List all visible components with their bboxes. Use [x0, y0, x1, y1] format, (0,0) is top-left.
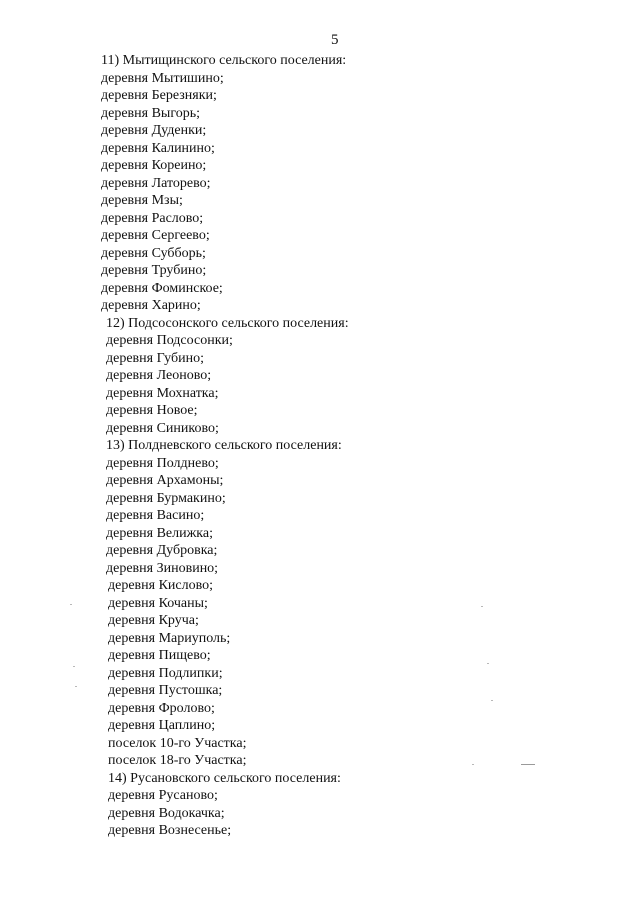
scan-speck	[73, 666, 75, 667]
scan-speck	[487, 663, 489, 664]
list-item: деревня Цаплино;	[108, 718, 216, 733]
list-item: деревня Раслово;	[101, 210, 204, 226]
scan-speck	[481, 606, 483, 607]
scan-speck	[70, 604, 72, 605]
list-item: деревня Водокачка;	[108, 805, 225, 821]
list-item: деревня Кислово;	[108, 578, 214, 593]
section-heading: 12) Подсосонского сельского поселения:	[106, 315, 349, 331]
list-item: деревня Зиновино;	[106, 560, 219, 576]
list-item: деревня Мытишино;	[101, 70, 224, 86]
list-item: деревня Кочаны;	[108, 595, 208, 611]
section-heading: 13) Полдневского сельского поселения:	[106, 438, 342, 453]
scan-speck	[491, 700, 493, 701]
list-item: деревня Бурмакино;	[106, 490, 226, 506]
list-item: поселок 10-го Участка;	[108, 735, 247, 751]
list-item: деревня Вознесенье;	[108, 823, 232, 838]
section-heading: 14) Русановского сельского поселения:	[108, 770, 341, 786]
scan-dash	[521, 764, 535, 765]
list-item: поселок 18-го Участка;	[108, 753, 247, 768]
list-item: деревня Мариуполь;	[108, 630, 231, 646]
list-item: деревня Трубино;	[101, 263, 207, 278]
list-item: деревня Сергеево;	[101, 228, 210, 243]
list-item: деревня Пищево;	[108, 648, 211, 663]
list-item: деревня Подсосонки;	[106, 333, 233, 348]
scan-speck	[75, 686, 77, 687]
list-item: деревня Субборь;	[101, 245, 206, 261]
list-item: деревня Новое;	[106, 403, 198, 418]
list-item: деревня Полднево;	[106, 455, 219, 471]
list-item: деревня Подлипки;	[108, 665, 223, 681]
list-item: деревня Васино;	[106, 508, 205, 523]
list-item: деревня Латорево;	[101, 175, 211, 191]
list-item: деревня Калинино;	[101, 140, 215, 156]
list-item: деревня Губино;	[106, 350, 204, 366]
section-heading: 11) Мытищинского сельского поселения:	[101, 53, 347, 68]
list-item: деревня Березняки;	[101, 88, 217, 103]
list-item: деревня Велижка;	[106, 525, 213, 541]
list-item: деревня Харино;	[101, 298, 201, 313]
list-item: деревня Кореино;	[101, 158, 207, 173]
list-item: деревня Мохнатка;	[106, 385, 219, 401]
list-item: деревня Дуденки;	[101, 123, 207, 138]
list-item: деревня Мзы;	[101, 193, 183, 208]
list-item: деревня Круча;	[108, 613, 199, 628]
page-number: 5	[331, 32, 339, 48]
list-item: деревня Фролово;	[108, 700, 215, 716]
list-item: деревня Выгорь;	[101, 105, 201, 121]
list-item: деревня Пустошка;	[108, 683, 223, 698]
list-item: деревня Архамоны;	[106, 473, 224, 488]
list-item: деревня Синиково;	[106, 420, 219, 436]
list-item: деревня Леоново;	[106, 368, 212, 383]
list-item: деревня Фоминское;	[101, 280, 223, 296]
scan-speck	[472, 764, 474, 765]
list-item: деревня Дубровка;	[106, 543, 218, 558]
list-item: деревня Русаново;	[108, 788, 218, 803]
